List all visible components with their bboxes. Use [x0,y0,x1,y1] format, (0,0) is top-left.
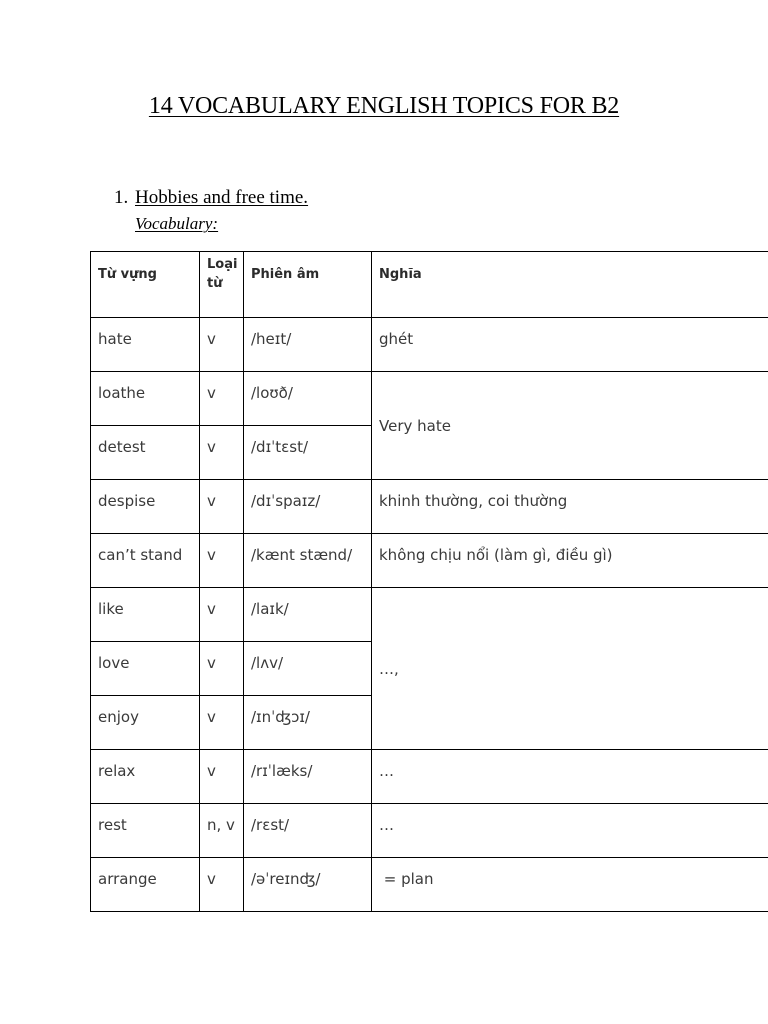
vocabulary-table [90,251,768,912]
cell-word: can’t stand [91,534,200,588]
table-row [91,534,768,588]
cell-ipa: /əˈreɪnʤ/ [244,858,372,912]
cell-ipa: /rɪˈlæks/ [244,750,372,804]
cell-type: v [200,588,244,642]
header-meaning: Nghĩa [372,252,768,318]
cell-type: v [200,318,244,372]
document-title: 14 VOCABULARY ENGLISH TOPICS FOR B2 [148,93,620,119]
header-type: Loại từ [200,252,244,318]
cell-word: hate [91,318,200,372]
cell-ipa: /kænt stænd/ [244,534,372,588]
section-number: 1. [114,187,129,208]
cell-meaning: = plan [372,858,768,912]
cell-meaning-merged: Very hate [372,372,768,480]
cell-word: loathe [91,372,200,426]
cell-meaning: … [372,750,768,804]
cell-ipa: /dɪˈtɛst/ [244,426,372,480]
cell-meaning: khinh thường, coi thường [372,480,768,534]
cell-meaning: … [372,804,768,858]
section-heading [114,187,308,209]
cell-type: n, v [200,804,244,858]
table-row [91,318,768,372]
vocabulary-subheading: Vocabulary: [135,214,219,233]
cell-type: v [200,642,244,696]
cell-ipa: /loʊð/ [244,372,372,426]
table-row [91,480,768,534]
cell-word: like [91,588,200,642]
cell-type: v [200,480,244,534]
cell-type: v [200,858,244,912]
header-word: Từ vựng [91,252,200,318]
table-row [91,858,768,912]
section-heading-text: Hobbies and free time. [135,187,309,208]
cell-word: enjoy [91,696,200,750]
cell-word: detest [91,426,200,480]
cell-word: relax [91,750,200,804]
table-row [91,372,768,426]
table-header-row [91,252,768,318]
table-row [91,750,768,804]
cell-word: despise [91,480,200,534]
cell-ipa: /laɪk/ [244,588,372,642]
cell-word: rest [91,804,200,858]
cell-word: arrange [91,858,200,912]
cell-type: v [200,534,244,588]
cell-ipa: /ɪnˈʤɔɪ/ [244,696,372,750]
cell-meaning: không chịu nổi (làm gì, điều gì) [372,534,768,588]
cell-ipa: /dɪˈspaɪz/ [244,480,372,534]
cell-type: v [200,750,244,804]
cell-meaning: ghét [372,318,768,372]
cell-meaning-merged: …, [372,588,768,750]
cell-word: love [91,642,200,696]
cell-ipa: /rɛst/ [244,804,372,858]
cell-ipa: /heɪt/ [244,318,372,372]
table-row [91,588,768,642]
cell-ipa: /lʌv/ [244,642,372,696]
cell-type: v [200,426,244,480]
table-row [91,804,768,858]
cell-type: v [200,696,244,750]
cell-type: v [200,372,244,426]
header-ipa: Phiên âm [244,252,372,318]
